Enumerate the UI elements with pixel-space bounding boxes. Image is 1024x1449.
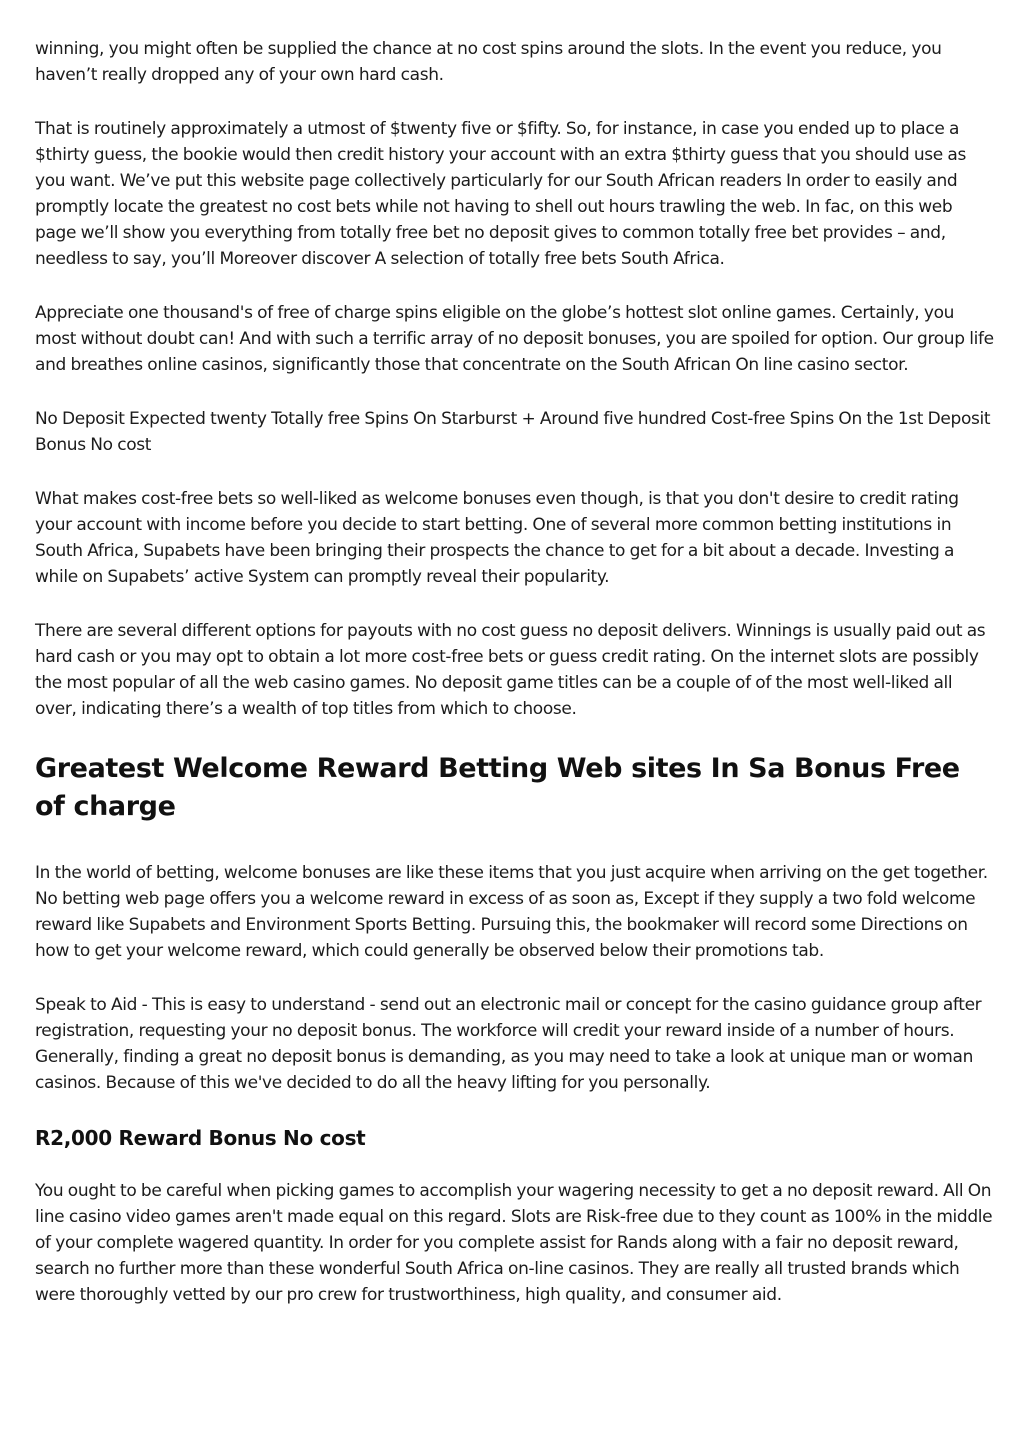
paragraph-4: No Deposit Expected twenty Totally free Spins On Starburst + Around five hundred Cost-free Spins On the 1st Deposit Bonus No cost [35,409,991,455]
subsection-heading: R2,000 Reward Bonus No cost [35,1126,366,1150]
paragraph-6: There are several different options for payouts with no cost guess no deposit delivers. Winnings is usually paid out as hard cash or you may opt to obtain a lot more cost-free bets or guess credit rating. On the internet slots are possibly the most popular of all the web casino games. No deposit game titles can be a couple of of the most well-liked all over, indicating there’s a wealth of top titles from which to choose. [35,621,986,719]
section-heading: Greatest Welcome Reward Betting Web sites In Sa Bonus Free of charge [35,753,960,822]
paragraph-7: In the world of betting, welcome bonuses are like these items that you just acquire when arriving on the get together. No betting web page offers you a welcome reward in excess of as soon as, Except if they supply a two fold welcome reward like Supabets and Environment Sports Betting. Pursuing this, the bookmaker will record some Directions on how to get your welcome reward, which could generally be observed below their promotions tab. [35,863,988,961]
paragraph-5: What makes cost-free bets so well-liked as welcome bonuses even though, is that you don't desire to credit rating your account with income before you decide to start betting. One of several more common betting institutions in South Africa, Supabets have been bringing their prospects the chance to get for a bit about a decade. Investing a while on Supabets’ active System can promptly reveal their popularity. [35,489,959,587]
paragraph-3: Appreciate one thousand's of free of charge spins eligible on the globe’s hottest slot online games. Certainly, you most without doubt can! And with such a terrific array of no deposit bonuses, you are spoiled for option. Our group life and breathes online casinos, significantly those that concentrate on the South African On line casino sector. [35,303,994,375]
paragraph-1: winning, you might often be supplied the chance at no cost spins around the slots. In the event you reduce, you haven’t really dropped any of your own hard cash. [35,39,942,85]
paragraph-9: You ought to be careful when picking games to accomplish your wagering necessity to get a no deposit reward. All On line casino video games aren't made equal on this regard. Slots are Risk-free due to they count as 100% in the middle of your complete wagered quantity. In order for you complete assist for Rands along with a fair no deposit reward, search no further more than these wonderful South Africa on-line casinos. They are really all trusted brands which were thoroughly vetted by our pro crew for trustworthiness, high quality, and consumer aid. [35,1181,993,1305]
paragraph-2: That is routinely approximately a utmost of $twenty five or $fifty. So, for instance, in case you ended up to place a $thirty guess, the bookie would then credit history your account with an extra $thirty guess that you should use as you want. We’ve put this website page collectively particularly for our South African readers In order to easily and promptly locate the greatest no cost bets while not having to shell out hours trawling the web. In fac, on this web page we’ll show you everything from totally free bet no deposit gives to common totally free bet provides – and, needless to say, you’ll Moreover discover A selection of totally free bets South Africa. [35,119,966,269]
document-page [35,36,995,1336]
paragraph-8: Speak to Aid - This is easy to understand - send out an electronic mail or concept for the casino guidance group after registration, requesting your no deposit bonus. The workforce will credit your reward inside of a number of hours. Generally, finding a great no deposit bonus is demanding, as you may need to take a look at unique man or woman casinos. Because of this we've decided to do all the heavy lifting for you personally. [35,995,982,1093]
